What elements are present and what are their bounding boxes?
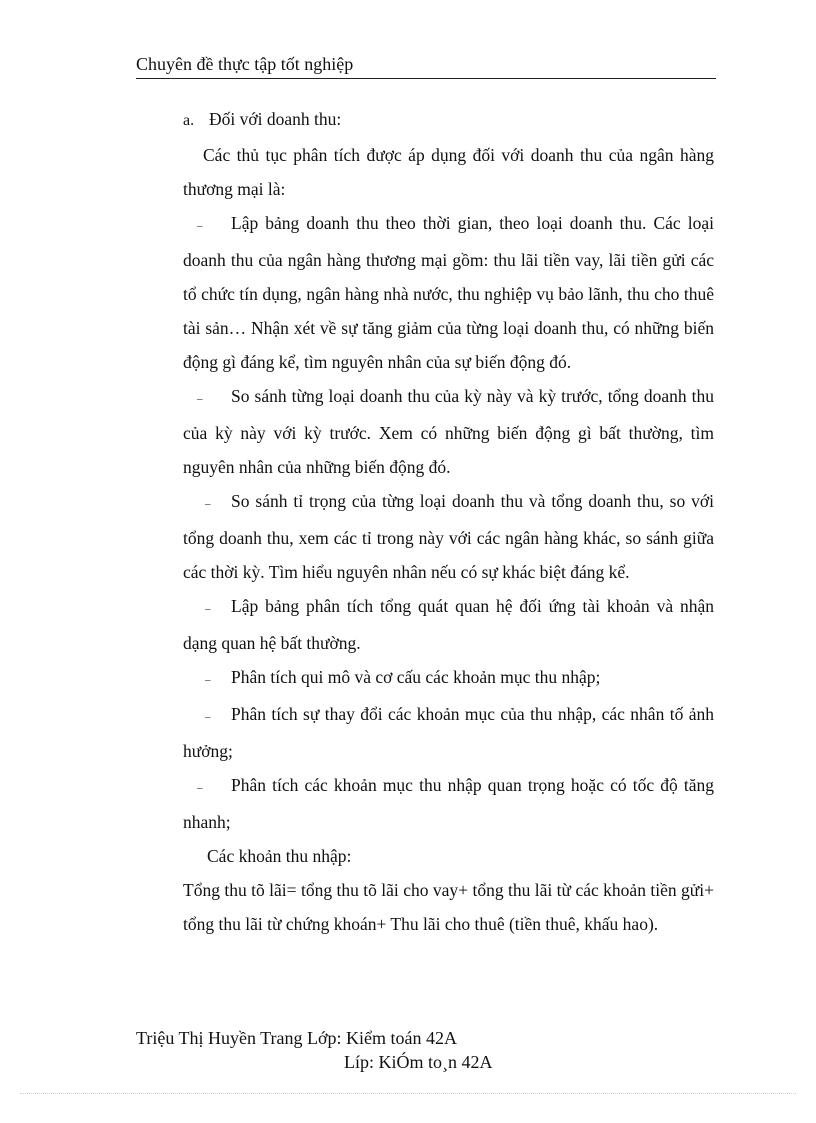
bullet-item <box>183 660 714 697</box>
bullet-item <box>183 484 714 589</box>
section-heading <box>183 102 714 138</box>
bullet-dash: – <box>205 674 211 686</box>
bullet-text: Lập bảng doanh thu theo thời gian, theo loại doanh thu. Các loại doanh thu của ngân hàng thương mại gồm: thu lãi tiền vay, lãi tiền gửi các tổ chức tín dụng, ngân hàng nhà nước, thu nghiệp vụ bảo lãnh, thu cho thuê tài sản… Nhận xét về sự tăng giảm của từng loại doanh thu, có những biến động gì đáng kể, tìm nguyên nhân của sự biến động đó. <box>183 213 714 372</box>
intro-paragraph: Các thủ tục phân tích được áp dụng đối với doanh thu của ngân hàng thương mại là: <box>183 145 714 199</box>
section-heading-text: Đối với doanh thu: <box>209 109 342 129</box>
income-label: Các khoản thu nhập: <box>207 846 352 866</box>
bullet-text: So sánh tỉ trọng của từng loại doanh thu và tổng doanh thu, so với tổng doanh thu, xem các tỉ trong này với các ngân hàng khác, so sánh giữa các thời kỳ. Tìm hiểu nguyên nhân nếu có sự khác biệt đáng kể. <box>183 491 714 582</box>
document-body <box>183 102 714 941</box>
bullet-text: Phân tích sự thay đổi các khoản mục của thu nhập, các nhân tố ảnh hưởng; <box>183 704 714 761</box>
bullet-item <box>183 589 714 660</box>
page-header <box>136 52 716 79</box>
bullet-text: Phân tích các khoản mục thu nhập quan trọng hoặc có tốc độ tăng nhanh; <box>183 775 714 832</box>
income-formula: Tổng thu tõ lãi= tổng thu tõ lãi cho vay+ tổng thu lãi từ các khoản tiền gửi+ tổng thu lãi từ chứng khoán+ Thu lãi cho thuê (tiền thuê, khấu hao). <box>183 880 714 934</box>
bullet-item <box>183 206 714 379</box>
bullet-dash: – <box>205 603 211 615</box>
footer-author: Triệu Thị Huyền Trang Lớp: Kiểm toán 42A <box>136 1028 458 1048</box>
bullet-text: Phân tích qui mô và cơ cấu các khoản mục thu nhập; <box>231 667 601 687</box>
page-edge-divider <box>20 1093 796 1094</box>
bullet-dash: – <box>197 393 203 405</box>
bullet-item <box>183 768 714 839</box>
bullet-dash: – <box>205 711 211 723</box>
bullet-dash: – <box>205 498 211 510</box>
bullet-dash: – <box>197 220 203 232</box>
bullet-item <box>183 379 714 484</box>
footer-class: Líp: KiÓm to¸n 42A <box>344 1052 493 1072</box>
section-marker: a. <box>183 112 195 129</box>
bullet-text: Lập bảng phân tích tổng quát quan hệ đối ứng tài khoản và nhận dạng quan hệ bất thường. <box>183 596 714 653</box>
bullet-text: So sánh từng loại doanh thu của kỳ này và kỳ trước, tổng doanh thu của kỳ này với kỳ trước. Xem có những biến động gì bất thường, tìm nguyên nhân của những biến động đó. <box>183 386 714 477</box>
bullet-item <box>183 697 714 768</box>
bullet-dash: – <box>197 782 203 794</box>
header-title: Chuyên đề thực tập tốt nghiệp <box>136 54 354 74</box>
